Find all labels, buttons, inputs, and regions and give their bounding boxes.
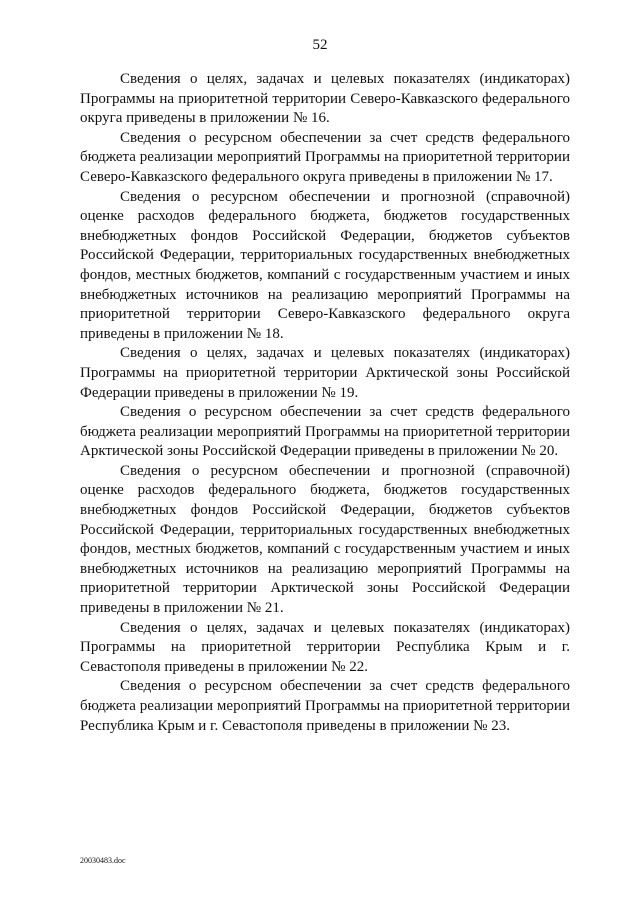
paragraph-annex-19: Сведения о целях, задачах и целевых показателях (индикаторах) Программы на приоритетной территории Арктической зоны Российской Федерации приведены в приложении № 19. bbox=[80, 345, 570, 401]
paragraph-annex-22: Сведения о целях, задачах и целевых показателях (индикаторах) Программы на приоритетной территории Республика Крым и г. Севастополя приведены в приложении № 22. bbox=[80, 619, 570, 675]
document-body bbox=[80, 70, 570, 736]
paragraph-annex-21: Сведения о ресурсном обеспечении и прогнозной (справочной) оценке расходов федерального бюджета, бюджетов государственных внебюджетных фондов Российской Федерации, бюджетов субъектов Российской Федерации, территориальных государственных внебюджетных фондов, местных бюджетов, компаний с государственным участием и иных внебюджетных источников на реализацию мероприятий Программы на приоритетной территории Арктической зоны Российской Федерации приведены в приложении № 21. bbox=[80, 462, 570, 617]
paragraph-annex-17: Сведения о ресурсном обеспечении за счет средств федерального бюджета реализации мероприятий Программы на приоритетной территории Северо-Кавказского федерального округа приведены в приложении № 17. bbox=[80, 129, 570, 185]
page-number: 52 bbox=[312, 37, 328, 53]
paragraph-annex-18: Сведения о ресурсном обеспечении и прогнозной (справочной) оценке расходов федерального бюджета, бюджетов государственных внебюджетных фондов Российской Федерации, бюджетов субъектов Российской Федерации, территориальных государственных внебюджетных фондов, местных бюджетов, компаний с государственным участием и иных внебюджетных источников на реализацию мероприятий Программы на приоритетной территории Северо-Кавказского федерального округа приведены в приложении № 18. bbox=[80, 188, 570, 342]
document-filename: 20030483.doc bbox=[80, 856, 126, 865]
paragraph-annex-23: Сведения о ресурсном обеспечении за счет средств федерального бюджета реализации мероприятий Программы на приоритетной территории Республика Крым и г. Севастополя приведены в приложении № 23. bbox=[80, 678, 570, 734]
paragraph-annex-20: Сведения о ресурсном обеспечении за счет средств федерального бюджета реализации мероприятий Программы на приоритетной территории Арктической зоны Российской Федерации приведены в приложении № 20. bbox=[80, 404, 570, 460]
paragraph-annex-16: Сведения о целях, задачах и целевых показателях (индикаторах) Программы на приоритетной территории Северо-Кавказского федерального округа приведены в приложении № 16. bbox=[80, 71, 570, 127]
